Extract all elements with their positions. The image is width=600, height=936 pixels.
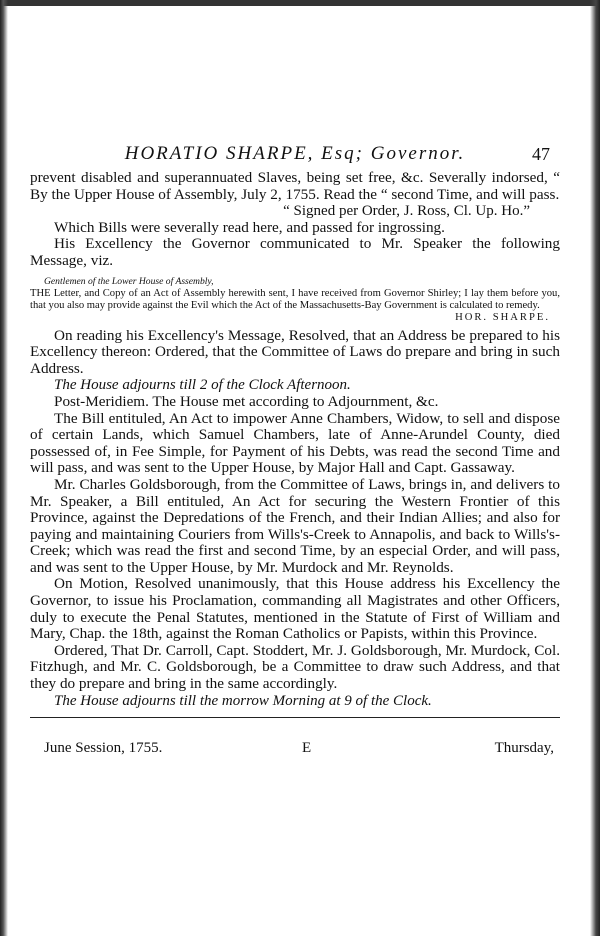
page-footer xyxy=(30,740,560,762)
footer-catchword: Thursday, xyxy=(494,740,554,757)
paragraph-committee-ordered: Ordered, That Dr. Carroll, Capt. Stoddert, Mr. J. Goldsborough, Mr. Murdock, Col. Fitzhugh, and Mr. C. Goldsborough, be a Committee to draw such Address, and that they do prepare and bring in the same accordingly. xyxy=(30,641,560,693)
paragraph-bills-read: Which Bills were severally read here, and passed for ingrossing. xyxy=(54,218,445,236)
running-head-title: HORATIO SHARPE, Esq; Governor. xyxy=(124,143,466,164)
footer-signature-mark: E xyxy=(302,740,312,757)
scan-border-right xyxy=(590,0,600,936)
adjournment-morrow: The House adjourns till the morrow Morning at 9 of the Clock. xyxy=(54,692,432,709)
paragraph-motion-proclamation: On Motion, Resolved unanimously, that this House address his Excellency the Governor, to issue his Proclamation, commanding all Magistrates and other Officers, duly to execute the Penal Statutes, mentioned in the Statute of First of William and Mary, Chap. the 18th, against the Roman Catholics or Papists, within this Province. xyxy=(30,575,560,643)
adjournment-afternoon: The House adjourns till 2 of the Clock Afternoon. xyxy=(54,377,351,394)
paragraph-resolved-address: On reading his Excellency's Message, Resolved, that an Address be prepared to his Excellency thereon: Ordered, that the Committee of Laws do prepare and bring in such Address. xyxy=(30,326,560,377)
footer-session: June Session, 1755. xyxy=(44,740,163,757)
paragraph-frontier-bill: Mr. Charles Goldsborough, from the Committee of Laws, brings in, and delivers to Mr. Speaker, a Bill entituled, An Act for securing the Western Frontier of this Province, against the Depredations of the French, and their Indian Allies; and also for paying and maintaining Couriers from Wills's-Creek to Annapolis, and back to Wills's-Creek; which was read the first and second Time, by an especial Order, and will pass, and was sent to the Upper House, by Mr. Murdock and Mr. Reynolds. xyxy=(30,475,560,576)
running-head xyxy=(30,138,560,170)
paragraph-governor-message: His Excellency the Governor communicated to Mr. Speaker the following Message, viz. xyxy=(30,235,560,269)
document-page xyxy=(30,138,560,762)
page-number: 47 xyxy=(532,144,550,164)
paragraph-slaves-bill: prevent disabled and superannuated Slaves, being set free, &c. Severally indorsed, “ By the Upper House of Assembly, July 2, 1755. Read the “ second Time, and will pass. xyxy=(30,169,560,203)
message-signature: HOR. SHARPE. xyxy=(455,311,550,323)
signed-order-line: “ Signed per Order, J. Ross, Cl. Up. Ho.” xyxy=(283,203,530,220)
footer-rule xyxy=(30,717,560,718)
paragraph-post-meridiem: Post-Meridiem. The House met according to Adjournment, &c. xyxy=(54,392,439,410)
message-body: THE Letter, and Copy of an Act of Assembly herewith sent, I have received from Governor Shirley; I lay them before you, that you also may provide against the Evil which the Act of the Massachusetts-Bay Government is calculated to remedy. xyxy=(30,287,560,311)
scan-border-top xyxy=(0,0,600,6)
message-salutation: Gentlemen of the Lower House of Assembly, xyxy=(44,275,214,287)
paragraph-chambers-bill: The Bill entituled, An Act to impower Anne Chambers, Widow, to sell and dispose of certain Lands, which Samuel Chambers, late of Anne-Arundel County, died possessed of, in Fee Simple, for Payment of his Debts, was read the second Time and will pass, and was sent to the Upper House, by Major Hall and Capt. Gassaway. xyxy=(30,409,560,477)
scan-border-left xyxy=(0,0,8,936)
